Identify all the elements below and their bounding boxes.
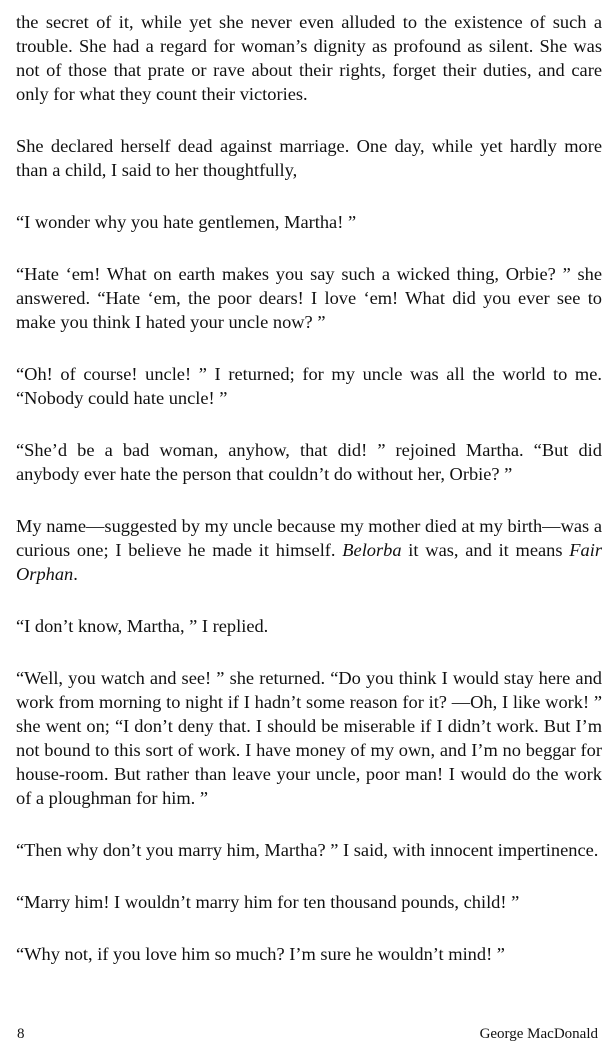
paragraph: “Why not, if you love him so much? I’m sure he wouldn’t mind! ” [16,944,505,964]
italic-name: Belorba [342,540,402,560]
page-body [16,10,602,994]
paragraph: She declared herself dead against marriage. One day, while yet hardly more than a child, I said to her thoughtfully, [16,136,602,180]
paragraph: “Marry him! I wouldn’t marry him for ten thousand pounds, child! ” [16,892,520,912]
paragraph: “Oh! of course! uncle! ” I returned; for my uncle was all the world to me. “Nobody could hate uncle! ” [16,364,602,408]
paragraph: “I wonder why you hate gentlemen, Martha! ” [16,212,357,232]
text-segment: it was, and it means [401,540,570,560]
text-segment: . [73,564,78,584]
italic-meaning: Fair Orphan [16,540,602,584]
running-footer-author: George MacDonald [479,1026,598,1042]
paragraph: “Hate ‘em! What on earth makes you say such a wicked thing, Orbie? ” she answered. “Hate ‘em, the poor dears! I love ‘em! What did you ever see to make you think I hated your uncle now? ” [16,264,602,332]
paragraph: the secret of it, while yet she never even alluded to the existence of such a trouble. She had a regard for woman’s dignity as profound as silent. She was not of those that prate or rave about their rights, forget their duties, and care only for what they count their victories. [16,12,602,104]
page-number: 8 [17,1026,25,1042]
paragraph: “She’d be a bad woman, anyhow, that did! ” rejoined Martha. “But did anybody ever hate the person that couldn’t do without her, Orbie? ” [16,440,602,484]
paragraph: “I don’t know, Martha, ” I replied. [16,616,269,636]
text-segment: My name—suggested by my uncle because my mother died at my birth—was a curious one; I believe he made it himself. [16,516,602,560]
paragraph-name-explanation [16,514,602,586]
paragraph: “Well, you watch and see! ” she returned. “Do you think I would stay here and work from morning to night if I hadn’t some reason for it? —Oh, I like work! ” she went on; “I don’t deny that. I should be miserable if I didn’t work. But I’m not bound to this sort of work. I have money of my own, and I’m no beggar for house-room. But rather than leave your uncle, poor man! I would do the work of a ploughman for him. ” [16,668,602,808]
paragraph: “Then why don’t you marry him, Martha? ” I said, with innocent impertinence. [16,840,599,860]
